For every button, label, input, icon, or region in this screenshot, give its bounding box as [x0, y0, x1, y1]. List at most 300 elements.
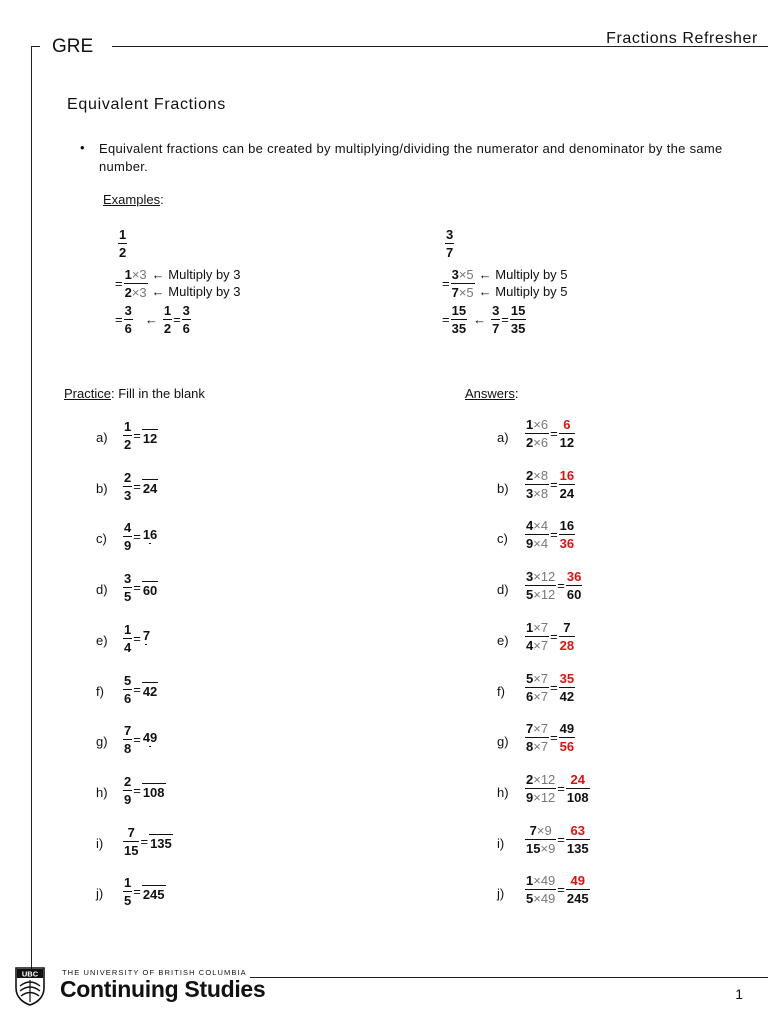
denominator-value: 24: [142, 481, 158, 497]
answer-result-fraction: [559, 672, 575, 703]
practice-target-fraction-denominator: [142, 581, 158, 597]
example-left-fraction-denominator: [163, 319, 172, 335]
numerator-value: 4: [526, 518, 534, 534]
examples-label: Examples: [103, 192, 161, 207]
denominator-value: 3: [124, 487, 132, 503]
answer-result-fraction-denominator: [566, 889, 590, 905]
answer-letter: e): [497, 632, 509, 648]
multiplier: 9: [548, 840, 556, 856]
practice-problem: [123, 572, 158, 603]
answer-multiply-fraction-numerator: [529, 824, 553, 839]
denominator-value: 8: [526, 739, 534, 755]
multiplier: 6: [540, 435, 549, 450]
equals-sign: =: [133, 681, 141, 697]
bottom-rule: [250, 977, 768, 978]
times-sign: ×: [533, 789, 541, 805]
equals-sign: =: [115, 312, 123, 327]
practice-target-fraction-denominator: [142, 783, 166, 799]
numerator-value: 24: [570, 771, 585, 787]
multiplier: 5: [466, 266, 474, 282]
practice-problem: [123, 623, 151, 654]
equals-sign: =: [133, 478, 141, 494]
denominator-value: 36: [559, 536, 575, 552]
example-multiply-fraction: [451, 268, 475, 299]
practice-given-fraction-denominator: [123, 841, 139, 857]
equals-sign: =: [140, 833, 149, 849]
example-result-fraction: [124, 304, 133, 335]
denominator-value: 2: [526, 435, 534, 450]
times-sign: ×: [533, 518, 541, 534]
numerator-value: 15: [451, 303, 467, 318]
numerator-value: 1: [526, 873, 534, 889]
multiplier: 7: [540, 619, 549, 635]
denominator-value: 42: [559, 688, 575, 704]
multiplier: 6: [540, 417, 549, 432]
equals-sign: =: [442, 312, 450, 327]
equals-sign: =: [442, 275, 450, 291]
left-arrow-icon: ←: [144, 312, 158, 327]
example-result-fraction: [451, 304, 467, 335]
practice-given-fraction-numerator: [127, 826, 136, 841]
multiplier: 9: [544, 822, 552, 838]
numerator-value: 7: [529, 822, 537, 838]
equals-sign: =: [550, 730, 558, 746]
practice-given-fraction: [123, 876, 132, 907]
answer-multiply-fraction-numerator: [525, 773, 556, 788]
equals-sign: =: [550, 679, 558, 695]
multiply-note-numerator: ← Multiply by 3: [151, 267, 241, 282]
left-rule: [31, 46, 32, 978]
answers-colon: :: [514, 386, 519, 401]
answer-letter: a): [497, 430, 509, 445]
numerator-value: 2: [124, 773, 132, 789]
denominator-value: 35: [510, 321, 526, 336]
answer-multiply-fraction-denominator: [525, 585, 556, 601]
practice-letter: d): [96, 582, 108, 598]
practice-target-fraction: [142, 579, 158, 597]
answer-result-fraction-denominator: [559, 636, 575, 652]
practice-given-fraction-denominator: [123, 638, 132, 654]
denominator-value: 9: [124, 791, 132, 807]
answer-result-fraction: [559, 418, 575, 449]
equals-sign: =: [115, 275, 123, 291]
examples-colon: :: [160, 192, 164, 207]
top-rule: [112, 46, 768, 47]
answer-result-fraction-denominator: [566, 585, 582, 601]
denominator-value: 15: [124, 842, 139, 858]
practice-letter: b): [96, 480, 108, 496]
denominator-value: 5: [124, 893, 132, 909]
practice-target-fraction: [149, 832, 173, 850]
answer-multiply-fraction-denominator: [525, 433, 549, 449]
denominator-value: 135: [150, 836, 172, 852]
practice-letter: f): [96, 683, 104, 699]
numerator-value: 3: [451, 266, 459, 282]
equals-sign: =: [501, 312, 509, 327]
answer-result-fraction-numerator: [559, 722, 575, 737]
practice-target-fraction-denominator: [142, 429, 158, 445]
numerator-value: 7: [124, 723, 132, 739]
answer-solution: [525, 824, 590, 855]
practice-given-fraction: [123, 826, 139, 857]
numerator-value: 16: [559, 518, 575, 534]
example-start-fraction: [445, 228, 454, 259]
multiplier: 3: [139, 266, 147, 282]
example-right-fraction: [510, 304, 526, 335]
denominator-value: 7: [451, 284, 459, 300]
answer-multiply-fraction-numerator: [525, 418, 549, 433]
equals-sign: =: [557, 578, 565, 594]
example-right-fraction: [182, 304, 191, 335]
example-multiply-fraction-numerator: [124, 268, 148, 283]
answer-solution: [525, 519, 575, 550]
multiplier: 8: [540, 467, 549, 483]
practice-target-fraction: [142, 427, 158, 445]
answer-letter: c): [497, 531, 508, 547]
examples-heading: [103, 192, 164, 207]
answer-result-fraction-numerator: [570, 773, 586, 788]
practice-given-fraction-denominator: [123, 536, 132, 552]
example-left-fraction-numerator: [163, 304, 172, 319]
answer-solution: [525, 418, 575, 449]
example-multiply-row: [441, 266, 568, 300]
numerator-value: 16: [559, 467, 575, 483]
practice-problem: [123, 876, 166, 907]
answer-solution: [525, 621, 575, 652]
answer-result-fraction-denominator: [559, 534, 575, 550]
answer-multiply-fraction-numerator: [525, 570, 556, 585]
denominator-value: 60: [566, 587, 582, 603]
answer-solution: [525, 672, 575, 703]
numerator-value: 7: [127, 824, 135, 840]
answer-result-fraction-numerator: [562, 621, 571, 636]
practice-letter: i): [96, 835, 104, 851]
section-title: Equivalent Fractions: [67, 96, 226, 113]
multiplier: 8: [540, 485, 549, 501]
numerator-value: 3: [492, 303, 500, 318]
answer-result-fraction: [559, 621, 575, 652]
answer-result-fraction-numerator: [559, 672, 575, 687]
example-result-fraction-denominator: [451, 319, 467, 335]
equals-sign: =: [133, 580, 141, 596]
example-start-fraction-denominator: [118, 243, 127, 259]
answer-result-fraction-denominator: [559, 433, 575, 449]
practice-target-fraction: [142, 629, 151, 647]
multiplier: 7: [540, 670, 549, 686]
answer-multiply-fraction-denominator: [525, 687, 549, 703]
answer-multiply-fraction-numerator: [525, 469, 549, 484]
multiply-note-denominator: ← Multiply by 3: [151, 284, 241, 299]
practice-instruction: : Fill in the blank: [110, 386, 205, 401]
multiplier: 7: [540, 688, 549, 704]
answer-result-fraction-numerator: [559, 469, 575, 484]
denominator-value: 2: [163, 321, 172, 336]
practice-given-fraction: [123, 521, 132, 552]
answer-result-fraction-denominator: [566, 839, 590, 855]
numerator-value: 4: [124, 520, 132, 536]
practice-given-fraction-denominator: [123, 790, 132, 806]
practice-problem: [123, 521, 158, 552]
denominator-value: 245: [566, 891, 589, 907]
equals-sign: =: [133, 884, 141, 900]
equals-sign: =: [557, 831, 565, 847]
bullet-marker: •: [80, 140, 85, 155]
equals-sign: =: [557, 780, 565, 796]
denominator-value: 5: [124, 589, 132, 605]
top-rule-tick: [31, 46, 40, 47]
example-left-fraction: [163, 304, 172, 335]
equals-sign: =: [133, 732, 141, 748]
practice-letter: j): [96, 886, 104, 902]
times-sign: ×: [131, 284, 140, 300]
numerator-value: 6: [563, 417, 571, 432]
multiplier: 7: [540, 721, 549, 737]
answer-multiply-fraction-denominator: [525, 839, 556, 855]
ubc-crest-icon: [14, 966, 46, 1006]
example-result-fraction-numerator: [451, 304, 467, 319]
answer-result-fraction: [559, 722, 575, 753]
practice-given-fraction-denominator: [123, 891, 132, 907]
multiplier: 12: [540, 569, 556, 585]
equals-sign: =: [550, 476, 558, 492]
answers-heading: [465, 386, 518, 401]
numerator-value: 49: [570, 873, 585, 889]
denominator-value: 108: [566, 789, 589, 805]
answer-result-fraction: [566, 570, 582, 601]
multiplier: 7: [540, 637, 549, 653]
answer-multiply-fraction-numerator: [525, 621, 549, 636]
answer-letter: i): [497, 835, 505, 851]
practice-given-fraction-numerator: [123, 724, 132, 739]
logo-text: UBC: [21, 969, 39, 979]
practice-given-fraction: [123, 775, 132, 806]
multiply-note-denominator: ← Multiply by 5: [478, 284, 568, 299]
answer-multiply-fraction: [525, 672, 549, 703]
denominator-value: 28: [559, 637, 575, 653]
answer-result-fraction-numerator: [566, 570, 582, 585]
practice-given-fraction-numerator: [123, 471, 132, 486]
practice-given-fraction-numerator: [123, 572, 132, 587]
practice-given-fraction-numerator: [123, 521, 132, 536]
times-sign: ×: [533, 891, 541, 907]
answer-letter: b): [497, 480, 509, 496]
example-right-fraction-numerator: [182, 304, 191, 319]
equals-sign: =: [550, 527, 558, 543]
answer-multiply-fraction-numerator: [525, 722, 549, 737]
numerator-value: 49: [142, 729, 158, 745]
answer-multiply-fraction: [525, 874, 556, 905]
denominator-value: 4: [526, 637, 534, 653]
denominator-value: 135: [566, 840, 589, 856]
bullet-text: Equivalent fractions can be created by multiplying/dividing the numerator and denominator by the same number.: [99, 141, 723, 174]
answer-multiply-fraction-numerator: [525, 519, 549, 534]
example-left-fraction-numerator: [491, 304, 500, 319]
practice-given-fraction-numerator: [123, 775, 132, 790]
times-sign: ×: [533, 467, 541, 483]
practice-given-fraction-denominator: [123, 739, 132, 755]
answer-letter: f): [497, 683, 505, 699]
answer-multiply-fraction: [525, 773, 556, 804]
practice-given-fraction: [123, 674, 132, 705]
example-start: [445, 228, 454, 259]
numerator-value: 5: [124, 672, 132, 688]
multiplier: 49: [540, 891, 556, 907]
answers-label: Answers: [465, 386, 515, 401]
example-right-fraction-numerator: [510, 304, 526, 319]
equals-sign: =: [550, 628, 558, 644]
answer-multiply-fraction-denominator: [525, 636, 549, 652]
answer-multiply-fraction: [525, 722, 549, 753]
practice-given-fraction: [123, 724, 132, 755]
answer-result-fraction-denominator: [566, 788, 590, 804]
denominator-value: 6: [124, 690, 132, 706]
denominator-value: 60: [142, 582, 158, 598]
answer-result-fraction: [566, 773, 590, 804]
denominator-value: 56: [559, 739, 575, 755]
example-left-fraction: [491, 304, 500, 335]
example-left-fraction-denominator: [491, 319, 500, 335]
times-sign: ×: [533, 587, 541, 603]
practice-given-fraction: [123, 572, 132, 603]
numerator-value: 2: [124, 469, 132, 485]
example-start-fraction: [118, 228, 127, 259]
numerator-value: 7: [526, 721, 534, 737]
example-multiply-row: [114, 266, 241, 300]
practice-target-fraction-denominator: [142, 479, 158, 495]
practice-target-fraction-denominator: [145, 644, 147, 647]
times-sign: ×: [533, 873, 541, 889]
times-sign: ×: [131, 266, 140, 282]
equals-sign: =: [133, 782, 141, 798]
practice-target-fraction-denominator: [149, 834, 173, 850]
answer-result-fraction-numerator: [570, 874, 586, 889]
answer-multiply-fraction: [525, 519, 549, 550]
practice-target-fraction: [142, 528, 158, 546]
practice-target-fraction-numerator: [142, 629, 151, 644]
example-multiply-fraction-numerator: [451, 268, 475, 283]
practice-problem: [123, 775, 166, 806]
answer-multiply-fraction-denominator: [525, 737, 549, 753]
answer-multiply-fraction: [525, 469, 549, 500]
practice-given-fraction: [123, 623, 132, 654]
times-sign: ×: [533, 435, 541, 450]
times-sign: ×: [533, 721, 541, 737]
numerator-value: 16: [142, 526, 158, 542]
denominator-value: 42: [142, 684, 158, 699]
multiplier: 12: [540, 587, 556, 603]
practice-label: Practice: [64, 386, 111, 401]
practice-target-fraction-denominator: [149, 543, 151, 546]
denominator-value: 6: [124, 321, 132, 336]
multiplier: 4: [540, 518, 549, 534]
answer-result-fraction: [566, 874, 590, 905]
answer-result-fraction-denominator: [559, 737, 575, 753]
practice-given-fraction: [123, 420, 132, 451]
practice-problem: [123, 724, 158, 755]
denominator-value: 2: [119, 245, 127, 260]
numerator-value: 7: [563, 619, 571, 635]
answer-letter: g): [497, 734, 509, 750]
numerator-value: 1: [124, 621, 132, 637]
multiplier: 12: [540, 771, 556, 787]
practice-problem: [123, 674, 158, 705]
times-sign: ×: [533, 619, 541, 635]
example-multiply-fraction-denominator: [451, 283, 475, 299]
example-result-fraction-denominator: [124, 319, 133, 335]
times-sign: ×: [533, 739, 541, 755]
times-sign: ×: [533, 688, 541, 704]
answer-multiply-fraction-numerator: [525, 672, 549, 687]
practice-letter: a): [96, 430, 108, 445]
multiplier: 49: [540, 873, 556, 889]
answer-result-fraction: [566, 824, 590, 855]
numerator-value: 3: [124, 303, 132, 318]
denominator-value: 35: [451, 321, 467, 336]
multiplier: 3: [139, 284, 147, 300]
numerator-value: 1: [526, 417, 534, 432]
equals-sign: =: [133, 630, 141, 646]
practice-letter: h): [96, 784, 108, 800]
numerator-value: 63: [570, 822, 585, 838]
answer-letter: h): [497, 784, 509, 800]
denominator-value: 9: [526, 789, 534, 805]
practice-letter: g): [96, 734, 108, 750]
answer-multiply-fraction-denominator: [525, 484, 549, 500]
equals-sign: =: [550, 426, 558, 441]
denominator-value: 7: [492, 321, 500, 336]
answer-multiply-fraction-denominator: [525, 534, 549, 550]
numerator-value: 1: [124, 266, 132, 282]
times-sign: ×: [533, 771, 541, 787]
equals-sign: =: [173, 312, 181, 327]
denominator-value: 24: [559, 485, 575, 501]
numerator-value: 3: [526, 569, 534, 585]
answer-solution: [525, 570, 582, 601]
answer-multiply-fraction-denominator: [525, 889, 556, 905]
practice-target-fraction: [142, 781, 166, 799]
practice-target-fraction: [142, 680, 158, 698]
practice-given-fraction-numerator: [123, 420, 132, 435]
numerator-value: 15: [510, 303, 526, 318]
practice-heading: [64, 386, 205, 401]
example-start-fraction-numerator: [445, 228, 454, 243]
example-right-fraction-denominator: [182, 319, 191, 335]
numerator-value: 1: [526, 619, 534, 635]
numerator-value: 49: [559, 721, 575, 737]
example-result-fraction-numerator: [124, 304, 133, 319]
answer-multiply-fraction: [525, 621, 549, 652]
times-sign: ×: [533, 569, 541, 585]
example-notes: [479, 266, 568, 300]
numerator-value: 3: [124, 571, 132, 587]
equals-sign: =: [133, 529, 141, 545]
answer-letter: j): [497, 886, 505, 902]
answer-solution: [525, 773, 590, 804]
denominator-value: 108: [142, 785, 165, 801]
answer-multiply-fraction: [525, 418, 549, 449]
multiplier: 7: [540, 739, 549, 755]
numerator-value: 3: [446, 227, 454, 242]
university-name: THE UNIVERSITY OF BRITISH COLUMBIA: [62, 968, 247, 977]
example-multiply-fraction: [124, 268, 148, 299]
denominator-value: 245: [142, 886, 165, 902]
answer-multiply-fraction-denominator: [525, 788, 556, 804]
practice-target-fraction-numerator: [142, 731, 158, 746]
example-start-fraction-denominator: [445, 243, 454, 259]
practice-problem: [123, 471, 158, 502]
times-sign: ×: [458, 284, 467, 300]
times-sign: ×: [533, 417, 541, 432]
